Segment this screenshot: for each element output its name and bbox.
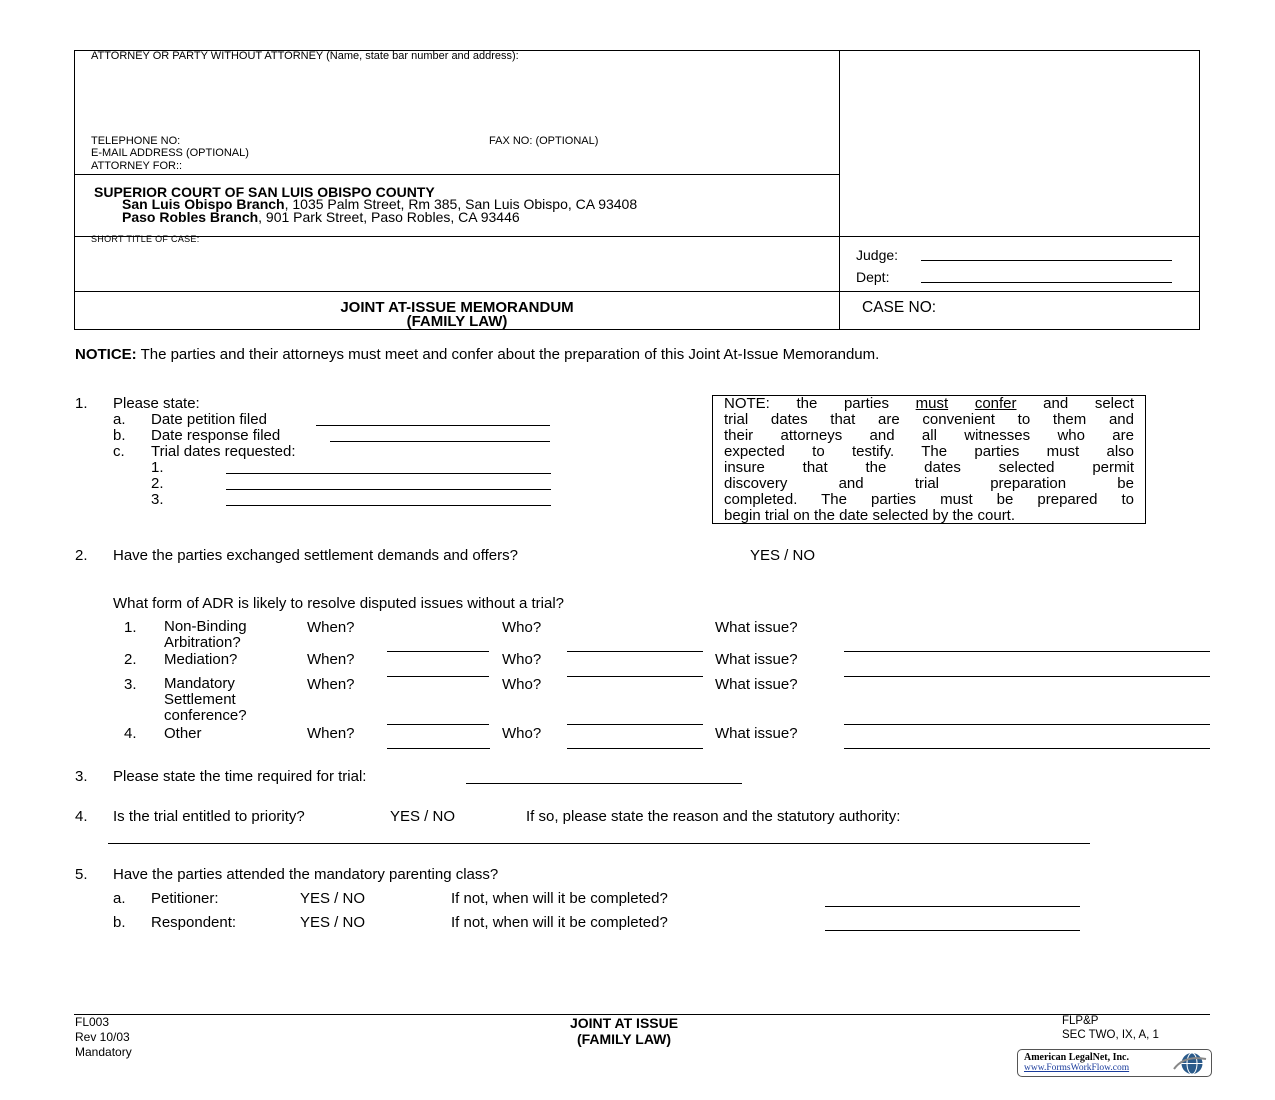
note-box: [712, 395, 1146, 524]
note-line-6: discovery and trial preparation be: [724, 475, 1134, 492]
dept-label: Dept:: [856, 269, 890, 285]
form-title: [240, 301, 674, 329]
form-id: FL003: [75, 1015, 110, 1029]
petition-date-line[interactable]: [316, 425, 550, 426]
footer-title: [474, 1015, 774, 1047]
trial-date-1-num: 1.: [151, 459, 164, 476]
adr-3-who-label: Who?: [502, 676, 542, 693]
adr-3-issue-line[interactable]: [844, 724, 1210, 725]
q5a-yes-no[interactable]: YES / NO: [300, 890, 366, 907]
notice-label: NOTICE:: [75, 346, 137, 363]
adr-4-who-label: Who?: [502, 725, 542, 742]
adr-1-issue-label: What issue?: [715, 619, 798, 636]
q5a-letter: a.: [113, 890, 126, 907]
trial-date-3-line[interactable]: [226, 505, 551, 506]
branch1-name: San Luis Obispo Branch: [122, 196, 285, 212]
adr-1-who-line[interactable]: [567, 651, 703, 652]
q1b-letter: b.: [113, 427, 126, 444]
response-date-line[interactable]: [330, 441, 550, 442]
notice-text: The parties and their attorneys must meet and confer about the preparation of this Joint At-Issue Memorandum.: [136, 346, 880, 363]
note-line-1: NOTE: the parties must confer and select: [724, 395, 1135, 412]
q2-number: 2.: [75, 547, 88, 564]
footer-ref2: SEC TWO, IX, A, 1: [1062, 1029, 1159, 1041]
form-title-line2: (FAMILY LAW): [406, 313, 508, 330]
petitioner-completion-line[interactable]: [825, 906, 1080, 907]
trial-time-line[interactable]: [466, 783, 742, 784]
adr-4-when-line[interactable]: [387, 748, 490, 749]
q1-text: Please state:: [113, 395, 200, 412]
respondent-completion-line[interactable]: [825, 930, 1080, 931]
short-title-label: SHORT TITLE OF CASE:: [91, 234, 200, 244]
adr-1-label: Non-Binding Arbitration?: [164, 618, 247, 651]
adr-4-who-line[interactable]: [567, 748, 703, 749]
q1a-text: Date petition filed: [151, 411, 267, 428]
q5-number: 5.: [75, 866, 88, 883]
adr-1-when-label: When?: [307, 619, 355, 636]
branch2-address: , 901 Park Street, Paso Robles, CA 93446: [258, 209, 520, 225]
q2-yes-no[interactable]: YES / NO: [750, 547, 816, 564]
adr-3-when-line[interactable]: [387, 724, 489, 725]
attorney-label: ATTORNEY OR PARTY WITHOUT ATTORNEY (Name, state bar number and address):: [91, 50, 519, 62]
trial-date-2-num: 2.: [151, 475, 164, 492]
q1c-letter: c.: [113, 443, 125, 460]
judge-line[interactable]: [921, 260, 1172, 261]
q3-text: Please state the time required for trial:: [113, 768, 367, 785]
header-divider-2: [74, 236, 1200, 237]
q4-yes-no[interactable]: YES / NO: [390, 808, 456, 825]
header-divider-1: [74, 174, 840, 175]
globe-icon: [1172, 1051, 1208, 1076]
attorney-for-label: ATTORNEY FOR::: [91, 160, 183, 172]
footer-form-info: [75, 1015, 132, 1060]
q5b-if-not: If not, when will it be completed?: [451, 914, 668, 931]
note-line-4: expected to testify. The parties must also: [724, 443, 1134, 460]
q5-text: Have the parties attended the mandatory parenting class?: [113, 866, 499, 883]
note-line-7: completed. The parties must be prepared to: [724, 491, 1134, 508]
q3-number: 3.: [75, 768, 88, 785]
trial-date-3-num: 3.: [151, 491, 164, 508]
adr-1-num: 1.: [124, 619, 137, 636]
adr-2-when-line[interactable]: [387, 676, 489, 677]
adr-3-issue-label: What issue?: [715, 676, 798, 693]
q4-follow: If so, please state the reason and the statutory authority:: [526, 808, 901, 825]
q4-number: 4.: [75, 808, 88, 825]
q1-number: 1.: [75, 395, 88, 412]
trial-date-2-line[interactable]: [226, 489, 551, 490]
adr-3-when-label: When?: [307, 676, 355, 693]
adr-4-num: 4.: [124, 725, 137, 742]
branch1-address: , 1035 Palm Street, Rm 385, San Luis Obispo, CA 93408: [284, 196, 638, 212]
adr-2-label: Mediation?: [164, 651, 238, 668]
priority-reason-line[interactable]: [108, 843, 1090, 844]
note-line-8: begin trial on the date selected by the court.: [724, 507, 1016, 524]
q1b-text: Date response filed: [151, 427, 281, 444]
q1c-text: Trial dates requested:: [151, 443, 296, 460]
legalnet-logo[interactable]: [1017, 1049, 1212, 1077]
q1a-letter: a.: [113, 411, 126, 428]
adr-3-num: 3.: [124, 676, 137, 693]
notice: [75, 346, 879, 363]
q4-text: Is the trial entitled to priority?: [113, 808, 305, 825]
note-line-5: insure that the dates selected permit: [724, 459, 1134, 476]
adr-2-when-label: When?: [307, 651, 355, 668]
adr-1-who-label: Who?: [502, 619, 542, 636]
q5b-label: Respondent:: [151, 914, 237, 931]
adr-2-who-line[interactable]: [567, 676, 703, 677]
court-name: SUPERIOR COURT OF SAN LUIS OBISPO COUNTY: [94, 184, 435, 200]
header-divider-3: [74, 291, 1200, 292]
adr-2-issue-line[interactable]: [844, 676, 1210, 677]
adr-question: What form of ADR is likely to resolve disputed issues without a trial?: [113, 595, 565, 612]
form-mandatory: Mandatory: [75, 1045, 132, 1059]
telephone-label: TELEPHONE NO:: [91, 135, 181, 147]
footer-ref1: FLP&P: [1062, 1015, 1099, 1027]
form-rev: Rev 10/03: [75, 1030, 130, 1044]
footer-title-line1: JOINT AT ISSUE: [569, 1015, 679, 1031]
adr-4-issue-line[interactable]: [844, 748, 1210, 749]
logo-url[interactable]: www.FormsWorkFlow.com: [1024, 1063, 1130, 1073]
branch2-name: Paso Robles Branch: [122, 209, 259, 225]
adr-2-num: 2.: [124, 651, 137, 668]
q2-text: Have the parties exchanged settlement demands and offers?: [113, 547, 518, 564]
adr-1-when-line[interactable]: [387, 651, 489, 652]
note-line-2: trial dates that are convenient to them and: [724, 411, 1134, 428]
adr-4-label: Other: [164, 725, 202, 742]
adr-4-when-label: When?: [307, 725, 355, 742]
adr-1-issue-line[interactable]: [844, 651, 1210, 652]
adr-3-who-line[interactable]: [567, 724, 703, 725]
fax-label: FAX NO: (OPTIONAL): [489, 135, 599, 147]
judge-label: Judge:: [856, 247, 899, 263]
branch-line-2: [122, 209, 520, 225]
q5b-letter: b.: [113, 914, 126, 931]
adr-2-issue-label: What issue?: [715, 651, 798, 668]
q5a-if-not: If not, when will it be completed?: [451, 890, 668, 907]
footer-title-line2: (FAMILY LAW): [576, 1031, 672, 1047]
email-label: E-MAIL ADDRESS (OPTIONAL): [91, 147, 249, 159]
adr-2-who-label: Who?: [502, 651, 542, 668]
q5b-yes-no[interactable]: YES / NO: [300, 914, 366, 931]
form-title-line1: JOINT AT-ISSUE MEMORANDUM: [340, 299, 574, 316]
adr-3-label: Mandatory Settlement conference?: [164, 675, 247, 724]
case-no-label: CASE NO:: [862, 299, 937, 316]
trial-date-1-line[interactable]: [226, 473, 551, 474]
header-vertical-divider: [839, 50, 840, 330]
note-line-3: their attorneys and all witnesses who are: [724, 427, 1134, 444]
adr-4-issue-label: What issue?: [715, 725, 798, 742]
logo-name: American LegalNet, Inc.: [1024, 1052, 1129, 1063]
q5a-label: Petitioner:: [151, 890, 219, 907]
dept-line[interactable]: [921, 282, 1172, 283]
footer-reference: [1062, 1014, 1159, 1042]
